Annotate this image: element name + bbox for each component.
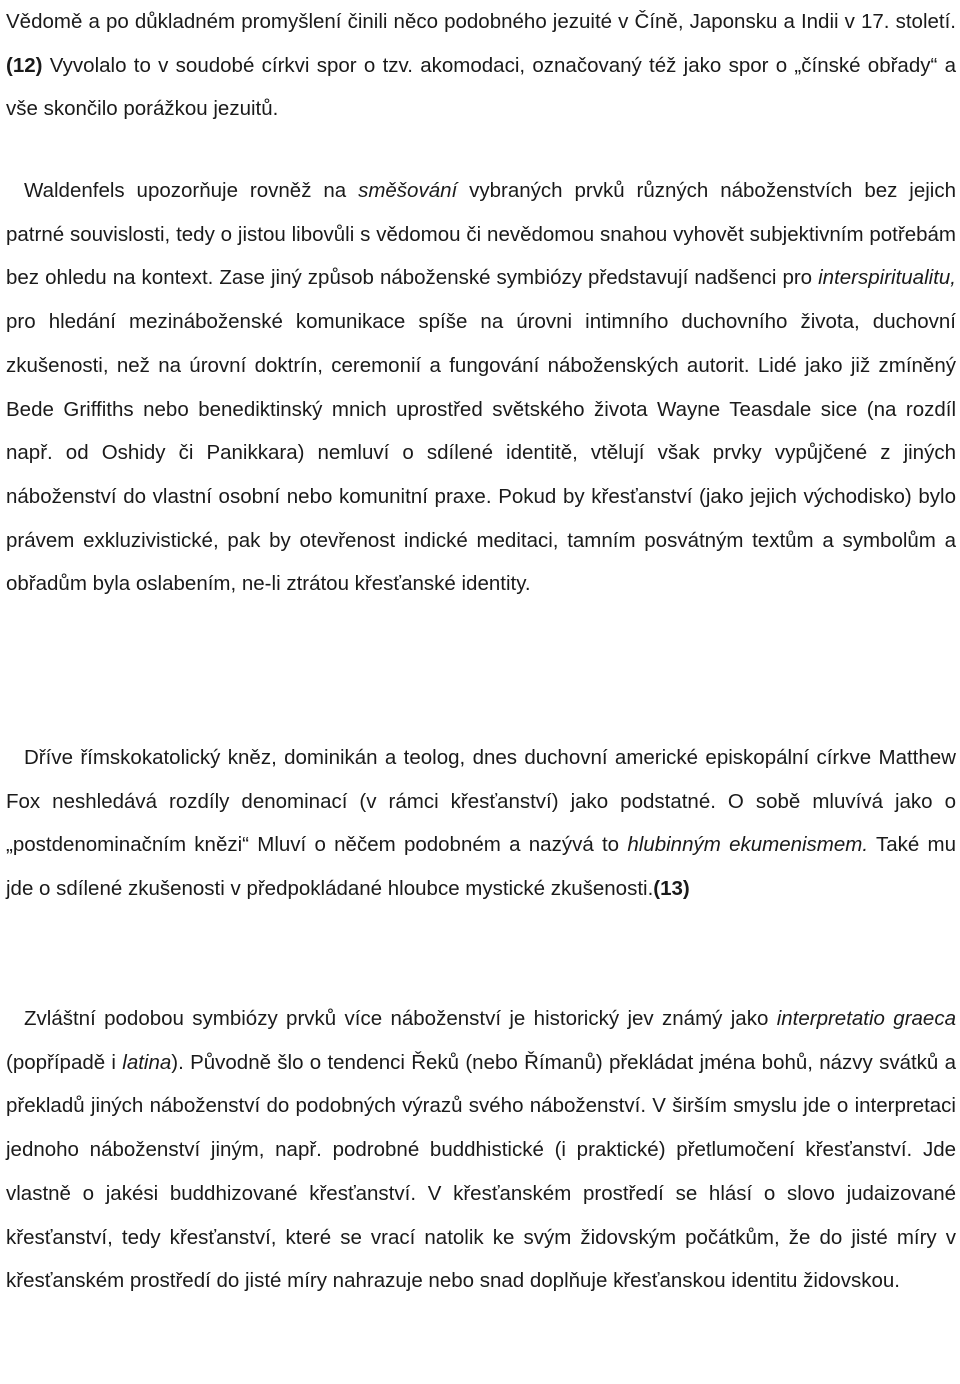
- text-run: vybraných prvků různých náboženstvích bez jejich patrné souvislosti, tedy o jistou libovůli s vědomou či nevědomou snahou vyhovět subjektivním potřebám bez ohledu na kontext. Zase jiný způsob náboženské symbiózy představují nadšenci pro: [6, 179, 957, 290]
- paragraph-2: [6, 169, 956, 606]
- citation-marker: (12): [6, 53, 43, 77]
- citation-marker: (13): [653, 877, 690, 901]
- text-run: pro hledání mezináboženské komunikace spíše na úrovni intimního duchovního života, duchovní zkušenosti, než na úrovní doktrín, ceremonií a fungování náboženských autorit. Lidé jako již zmíněný Bede Griffiths nebo benediktinský mnich uprostřed světského života Wayne Teasdale sice (na rozdíl např. od Oshidy či Panikkara) nemluví o sdílené identitě, vtělují však prvky vypůjčené z jiných náboženství do vlastní osobní nebo komunitní praxe. Pokud by křesťanství (jako jejich východisko) bylo právem exkluzivistické, pak by otevřenost indické meditaci, tamním posvátným textům a symbolům a obřadům byla oslabením, ne-li ztrátou křesťanské identity.: [6, 310, 956, 596]
- emphasized-text: hlubinným ekumenismem.: [627, 833, 869, 857]
- emphasized-text: směšování: [358, 179, 458, 202]
- text-run: Vědomě a po důkladném promyšlení činili něco podobného jezuité v Číně, Japonsku a Indii v 17. století.: [6, 10, 956, 33]
- text-run: (popřípadě i: [6, 1050, 123, 1074]
- text-run: ). Původně šlo o tendenci Řeků (nebo Římanů) překládat jména bohů, názvy svátků a překladů jiných náboženství do podobných výrazů svého náboženství. V širším smyslu jde o interpretaci jednoho náboženství jiným, např. podrobné buddhistické (i praktické) přetlumočení křesťanství. Jde vlastně o jakési buddhizované křesťanství. V křesťanském prostředí se hlásí o slovo judaizované křesťanství, tedy křesťanství, které se vrací natolik ke svým židovským počátkům, že do jisté míry v křesťanském prostředí do jisté míry nahrazuje nebo snad doplňuje křesťanskou identitu židovskou.: [6, 1050, 956, 1293]
- text-run: Waldenfels upozorňuje rovněž na: [24, 179, 359, 202]
- text-run: Vyvolalo to v soudobé církvi spor o tzv. akomodaci, označovaný též jako spor o „čínské obřady“ a vše skončilo porážkou jezuitů.: [6, 53, 956, 121]
- text-run: Také mu jde o sdílené zkušenosti v předpokládané hloubce mystické zkušenosti.: [6, 833, 957, 901]
- text-run: Dříve římskokatolický kněz, dominikán a teolog, dnes duchovní americké episkopální církve Matthew Fox neshledává rozdíly denominací (v rámci křesťanství) jako podstatné. O sobě mluvívá jako o „postdenominačním knězi“ Mluví o něčem podobném a nazývá to: [6, 746, 956, 857]
- text-run: Zvláštní podobou symbiózy prvků více náboženství je historický jev známý jako: [24, 1007, 777, 1030]
- paragraph-3: [6, 736, 956, 911]
- emphasized-text: latina: [122, 1050, 172, 1074]
- emphasized-text: interspiritualitu,: [818, 266, 956, 290]
- emphasized-text: interpretatio graeca: [776, 1007, 956, 1030]
- paragraph-1: [6, 0, 956, 131]
- paragraph-4: [6, 997, 956, 1303]
